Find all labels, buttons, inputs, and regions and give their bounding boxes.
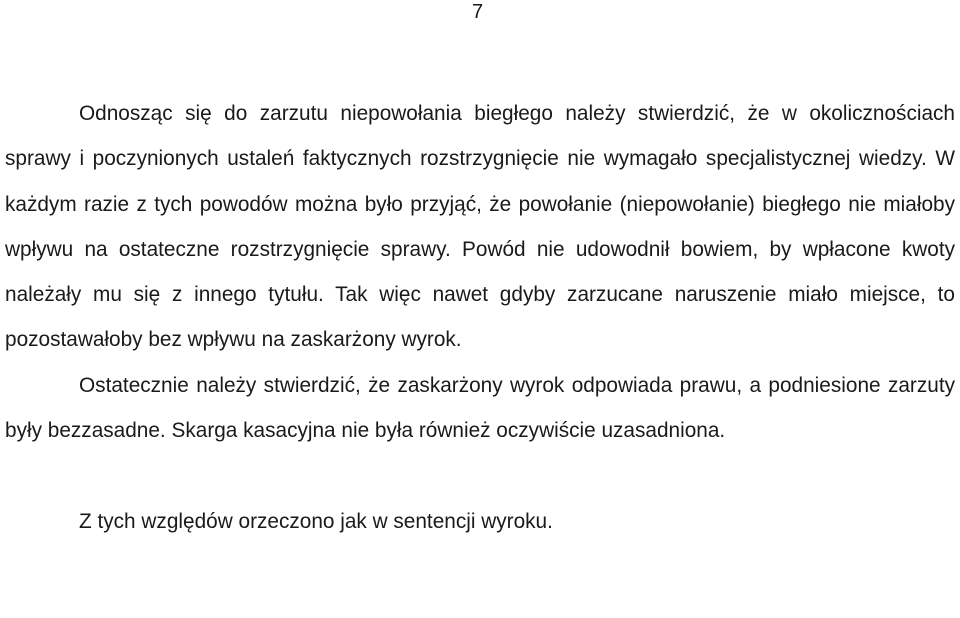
- document-body: [5, 91, 955, 544]
- paragraph-conclusion: Ostatecznie należy stwierdzić, że zaskarżony wyrok odpowiada prawu, a podniesione zarzuty były bezzasadne. Skarga kasacyjna nie była również oczywiście uzasadniona.: [5, 373, 955, 443]
- paragraph-ruling: Z tych względów orzeczono jak w sentencji wyroku.: [79, 509, 553, 533]
- paragraph-expert-objection: Odnosząc się do zarzutu niepowołania biegłego należy stwierdzić, że w okolicznościach sprawy i poczynionych ustaleń faktycznych rozstrzygnięcie nie wymagało specjalistycznej wiedzy. W każdym razie z tych powodów można było przyjąć, że powołanie (niepowołanie) biegłego nie miałoby wpływu na ostateczne rozstrzygnięcie sprawy. Powód nie udowodnił bowiem, by wpłacone kwoty należały mu się z innego tytułu. Tak więc nawet gdyby zarzucane naruszenie miało miejsce, to pozostawałoby bez wpływu na zaskarżony wyrok.: [5, 102, 955, 352]
- paragraph-gap: [5, 453, 955, 498]
- page-number: 7: [472, 1, 484, 23]
